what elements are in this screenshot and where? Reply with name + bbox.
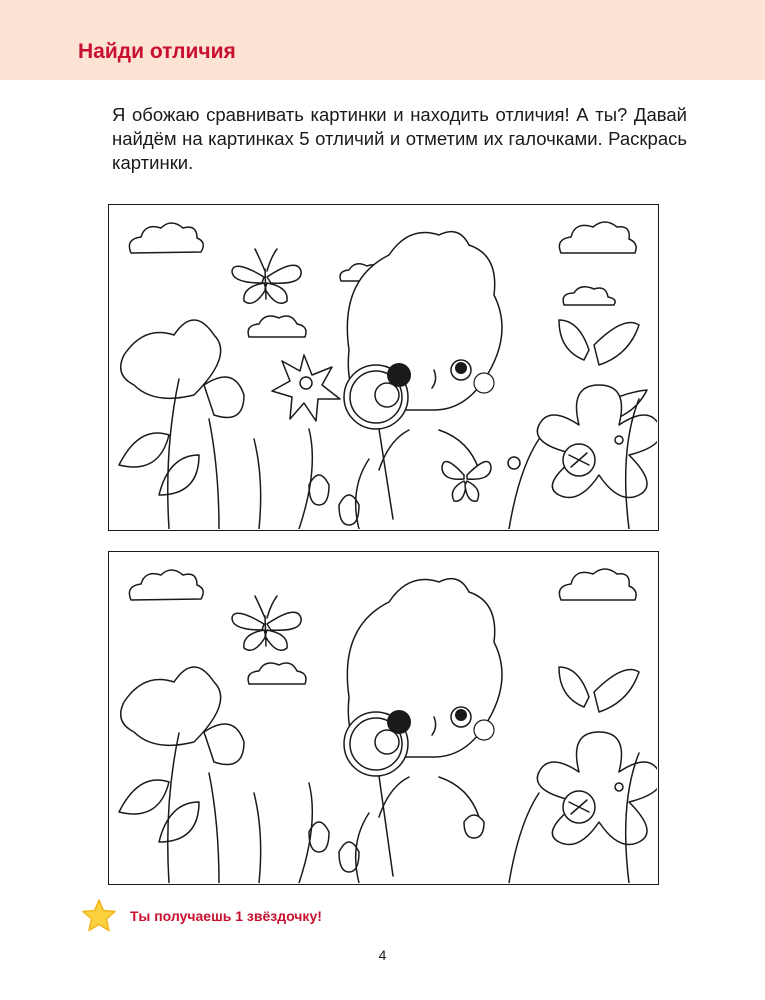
picture-top <box>108 204 659 531</box>
cornflower-icon <box>272 355 340 421</box>
magnifying-glass-icon <box>344 363 411 519</box>
picture-bottom <box>108 551 659 885</box>
flower-icon <box>537 732 657 845</box>
butterfly-icon <box>232 249 301 303</box>
page-title: Найди отличия <box>78 40 236 63</box>
page-header <box>0 0 765 80</box>
coloring-drawing-top <box>109 205 657 529</box>
butterfly-small-icon <box>442 462 491 502</box>
butterfly-icon <box>232 596 301 650</box>
boy-figure <box>347 579 502 817</box>
coloring-drawing-bottom <box>109 552 657 883</box>
boy-figure <box>347 232 502 470</box>
reward-text: Ты получаешь 1 звёздочку! <box>130 908 322 924</box>
reward-row <box>80 896 322 936</box>
instructions-text: Я обожаю сравнивать картинки и находить отличия! А ты? Давай найдём на картинках 5 отличий и отметим их галочками. Раскрась картинки. <box>112 104 687 173</box>
star-icon <box>80 897 118 935</box>
page-number: 4 <box>378 947 387 963</box>
